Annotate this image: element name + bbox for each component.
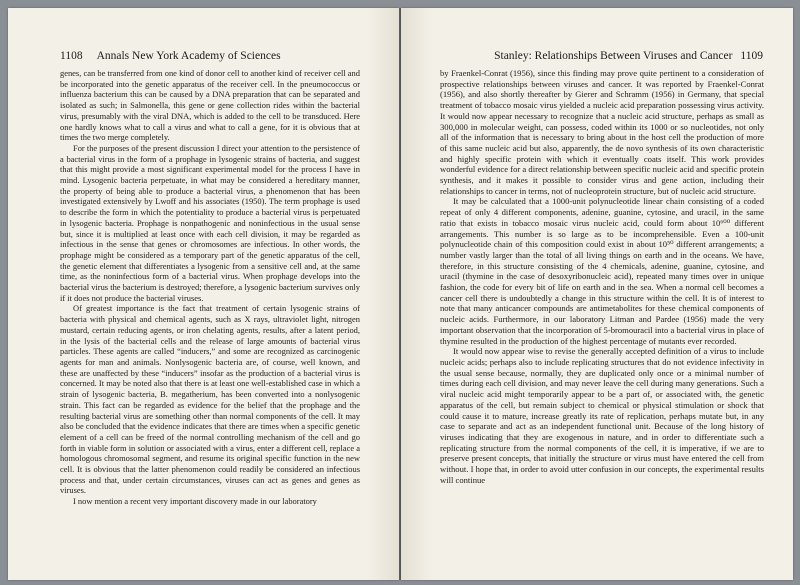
- right-text-column: [440, 68, 764, 485]
- paragraph: genes, can be transferred from one kind of donor cell to another kind of receiver cell and be incorporated into the genetic apparatus of the receiver cell. In the pneumococcus or influenza bacterium this can be caused by a DNA preparation that can be separated and isolated as such; in Salmonella, this gene or gene collection rides within the bacterial virus, presumably with the viral DNA, which is added to the cell to be transduced. Here one hardly knows what to call a virus and what to call a gene, for it is obvious that at times the two merge completely.: [60, 68, 360, 143]
- left-running-head-title: Annals New York Academy of Sciences: [96, 50, 281, 62]
- left-page-number: 1108: [60, 50, 83, 62]
- paragraph: It may be calculated that a 1000-unit polynucleotide linear chain consisting of a coded repeat of only 4 different components, adenine, guanine, cytosine, and uracil, in the same ratio that exists in tobacco mosaic virus nucleic acid, could form about 10⁶⁰⁰ different arrangements. This number is so large as to be incomprehensible. Even a 100-unit polynucleotide chain of this composition could exist in about 10⁵⁰ different arrangements; a number vastly larger than the total of all living things on earth and in the oceans. We have, therefore, in this structure consisting of the 4 chemicals, adenine, guanine, cytosine, and uracil (thymine in the case of desoxyribonucleic acid), repeated many times over in unique fashion, the code for every bit of life on earth and in the sea. When a normal cell becomes a cancer cell there is undoubtedly a change in this structure within the cell. It is of interest to note that many anticancer compounds are antimetabolites for these chemical components of nucleic acids. Furthermore, in our laboratory Litman and Pardee (1956) made the very important observation that the incorporation of 5-bromouracil into a bacterial virus in place of thymine resulted in the production of the highest percentage of mutants ever recorded.: [440, 196, 764, 346]
- right-running-head-title: Stanley: Relationships Between Viruses and Cancer: [494, 50, 733, 62]
- paragraph: Of greatest importance is the fact that treatment of certain lysogenic strains of bacteria with physical and chemical agents, such as X rays, ultraviolet light, nitrogen mustard, certain reducing agents, or iron chelating agents, results, after a latent period, in the lysis of the bacterial cells and the release of large amounts of bacterial virus particles. These agents are called “inducers,” and some are recognized as carcinogenic agents for man and animals. Nonlysogenic bacteria are, of course, well known, and these are unaffected by these “inducers” insofar as the production of a bacterial virus is concerned. It may be noted also that there is at least one well-established case in which a strain of lysogenic bacteria, B. megatherium, has been converted into a nonlysogenic strain. This fact can be regarded as evidence for the belief that the prophage and the resulting bacterial virus are something other than normal components of the cell. It may also be concluded that the evidence indicates that there are times when a specific genetic element of a cell can be freed of the normal controlling mechanism of the cell and go forth in viable form in solution or associated with a virus, enter a different cell, replace a homologous chromosomal segment, and resume its original specific function in the new cell. It is obvious that the latter phenomenon could readily be considered an infectious process and that, under certain circumstances, viruses can act as genes and genes as viruses.: [60, 303, 360, 496]
- paragraph: It would now appear wise to revise the generally accepted definition of a virus to include nucleic acids; perhaps also to include replicating structures that do not evidence infectivity in the usual sense because, normally, they are duplicated only once or a minimal number of times during each cell division, and may never leave the cell during many generations. Such a viral nucleic acid might temporarily appear to be a part of, or associated with, the genetic apparatus of the cell, but remain subject to chemical or physical stimulation or shock that could cause it to mature, increase greatly its rate of replication, perhaps mutate but, in any case to separate and act as an independent functional unit. Because of the long history of viruses indicating that they are exogenous in nature, and in order to differentiate such a replicating structure from the normal components of the cell, it is imperative, if we are to preserve present concepts, that initially the structure or virus must have entered the cell from without. I hope that, in order to avoid utter confusion in our concepts, the experimental results will continue: [440, 346, 764, 485]
- left-page: [8, 8, 399, 580]
- paragraph: by Fraenkel-Conrat (1956), since this finding may prove quite pertinent to a consideration of prospective relationships between viruses and cancer. It was reported by Fraenkel-Conrat (1956), and also shortly thereafter by Gierer and Schramm (1956) in Germany, that special treatment of tobacco mosaic virus yielded a nucleic acid preparation possessing virus activity. It would now appear necessary to recognize that a nucleic acid structure, perhaps as small as 300,000 in molecular weight, can possess, coded within its 1000 or so nucleotides, not only all of the information that is necessary to bring about in the host cell the production of more of this same nucleic acid but also, apparently, the de novo synthesis of its own characteristic and highly specific protein with which it eventually coats itself. This work provides wonderful evidence for a direct relationship between specific nucleic acid and specific protein synthesis, and it makes it possible to consider virus and gene action, including their relationships to cancer in terms, not of nucleoprotein structure, but of nucleic acid structure.: [440, 68, 764, 196]
- left-text-column: [60, 68, 360, 507]
- right-page-number: 1109: [740, 50, 763, 62]
- paragraph: For the purposes of the present discussion I direct your attention to the persistence of a bacterial virus in the form of a prophage in lysogenic strains of bacteria, and suggest that this might provide a most significant experimental model for the process I have in mind. Lysogenic bacteria perpetuate, in what may be considered a hereditary manner, the property of being able to produce a bacterial virus, a phenomenon that has been investigated extensively by Lwoff and his associates (1950). The term prophage is used to describe the form in which the potentiality to produce a bacterial virus is perpetuated in lysogenic bacteria. Prophage is nonpathogenic and noninfectious in the usual sense but, since it is multiplied at least once with each cell division, it may be regarded as infectious in the sense that genes or chromosomes are infectious. In other words, the prophage might be considered as a temporary part of the genetic apparatus of the cell, the genetic element that differentiates a lysogenic from a sensitive cell and, at the same time, as the noninfectious form of a bacterial virus. When prophage develops into the bacterial virus the bacterium is destroyed; therefore, a lysogenic bacterium survives only if it does not produce the bacterial viruses.: [60, 142, 360, 303]
- right-running-header: [494, 50, 763, 62]
- paragraph: I now mention a recent very important discovery made in our laboratory: [73, 496, 317, 507]
- right-page: [401, 8, 793, 580]
- left-running-header: [60, 50, 360, 62]
